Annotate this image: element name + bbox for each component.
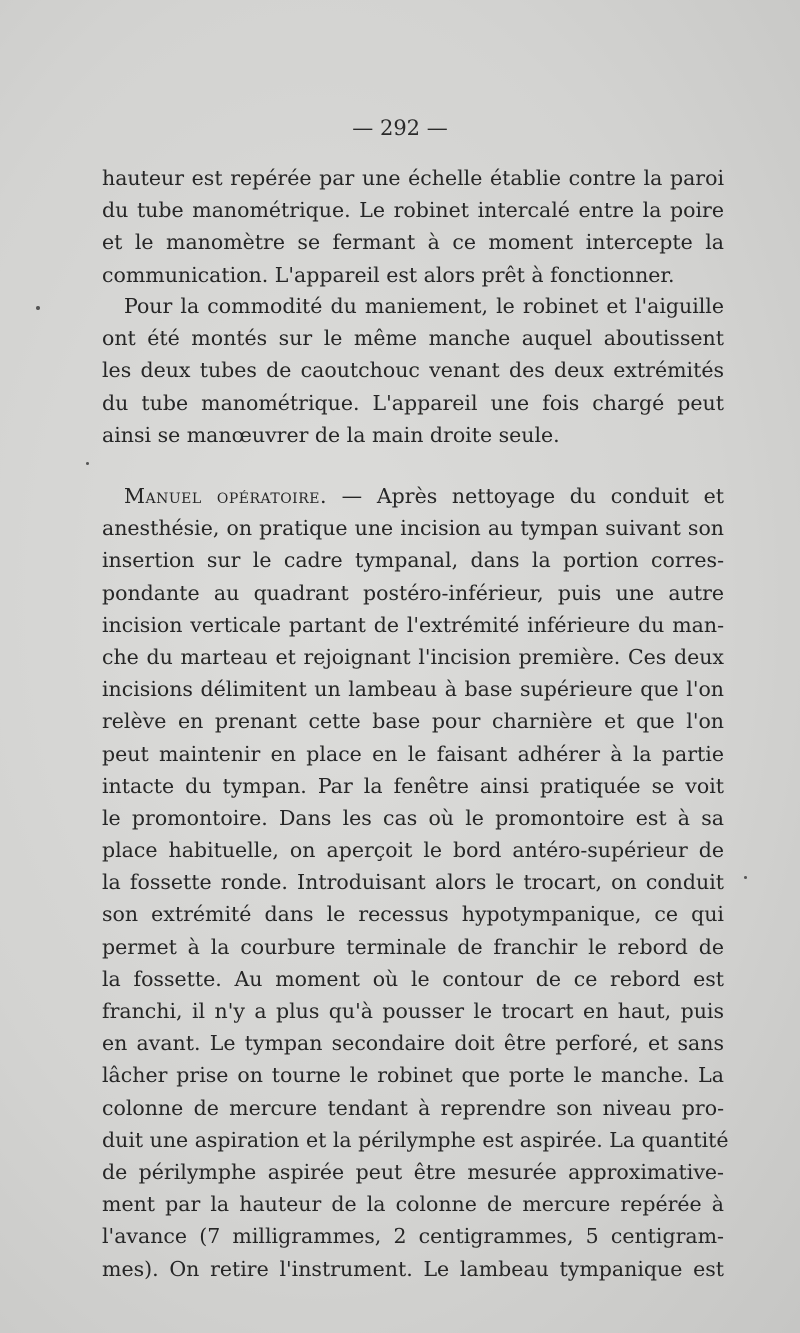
scan-speck [86,462,89,465]
scan-speck [36,306,40,310]
text-line: colonne de mercure tendant à reprendre son niveau pro- [102,1095,724,1120]
text-line: place habituelle, on aperçoit le bord antéro-supérieur de [102,838,724,863]
text-line: en avant. Le tympan secondaire doit être perforé, et sans [102,1031,724,1056]
text-line: incision verticale partant de l'extrémité inférieure du man- [102,612,724,637]
text-line: permet à la courbure terminale de franchir le rebord de [102,934,724,959]
text-line: Pour la commodité du maniement, le robinet et l'aiguille [124,294,724,318]
text-line: le promontoire. Dans les cas où le promontoire est à sa [102,805,724,830]
text-line: la fossette. Au moment où le contour de ce rebord est [102,966,724,991]
text-line: et le manomètre se fermant à ce moment intercepte la [102,230,724,255]
text-line: insertion sur le cadre tympanal, dans la portion corres- [102,548,724,573]
paragraph-2 [102,290,724,451]
text-line: franchi, il n'y a plus qu'à pousser le trocart en haut, puis [102,999,724,1023]
text-line: les deux tubes de caoutchouc venant des deux extrémités [102,358,724,383]
paragraph-1 [102,162,724,291]
text-line: du tube manométrique. L'appareil une fois chargé peut [102,390,724,415]
text-line [102,480,724,512]
paragraph-3 [102,480,729,1285]
text-line: ment par la hauteur de la colonne de mercure repérée à [102,1192,724,1217]
text-line: l'avance (7 milligrammes, 2 centigrammes, 5 centigram- [102,1224,724,1249]
text-line: communication. L'appareil est alors prêt à fonctionner. [102,262,675,287]
text-line: du tube manométrique. Le robinet intercalé entre la poire [102,198,724,223]
text-line: che du marteau et rejoignant l'incision première. Ces deux [102,644,724,669]
text-line: pondante au quadrant postéro-inférieur, puis une autre [102,580,724,605]
text-line: mes). On retire l'instrument. Le lambeau tympanique est [102,1256,724,1281]
text-line: anesthésie, on pratique une incision au tympan suivant son [102,516,724,541]
scan-speck [744,876,747,879]
text-line: relève en prenant cette base pour charnière et que l'on [102,709,724,734]
text-line: lâcher prise on tourne le robinet que porte le manche. La [102,1063,724,1088]
text-line: hauteur est repérée par une échelle établie contre la paroi [102,166,724,190]
text-line: incisions délimitent un lambeau à base supérieure que l'on [102,677,724,702]
text-line: peut maintenir en place en le faisant adhérer à la partie [102,741,724,766]
heading-line-rest: — Après nettoyage du conduit et [326,484,725,508]
text-line: intacte du tympan. Par la fenêtre ainsi pratiquée se voit [102,773,724,798]
text-line: ainsi se manœuvrer de la main droite seule. [102,422,560,447]
text-line: duit une aspiration et la périlymphe est aspirée. La quantité [102,1127,729,1152]
page-number: — 292 — [352,116,448,140]
text-line: de périlymphe aspirée peut être mesurée approximative- [102,1159,724,1184]
section-heading: Manuel opératoire. [124,484,327,508]
text-line: la fossette ronde. Introduisant alors le trocart, on conduit [102,870,724,895]
text-line: ont été montés sur le même manche auquel aboutissent [102,326,724,351]
text-line: son extrémité dans le recessus hypotympanique, ce qui [102,902,724,927]
